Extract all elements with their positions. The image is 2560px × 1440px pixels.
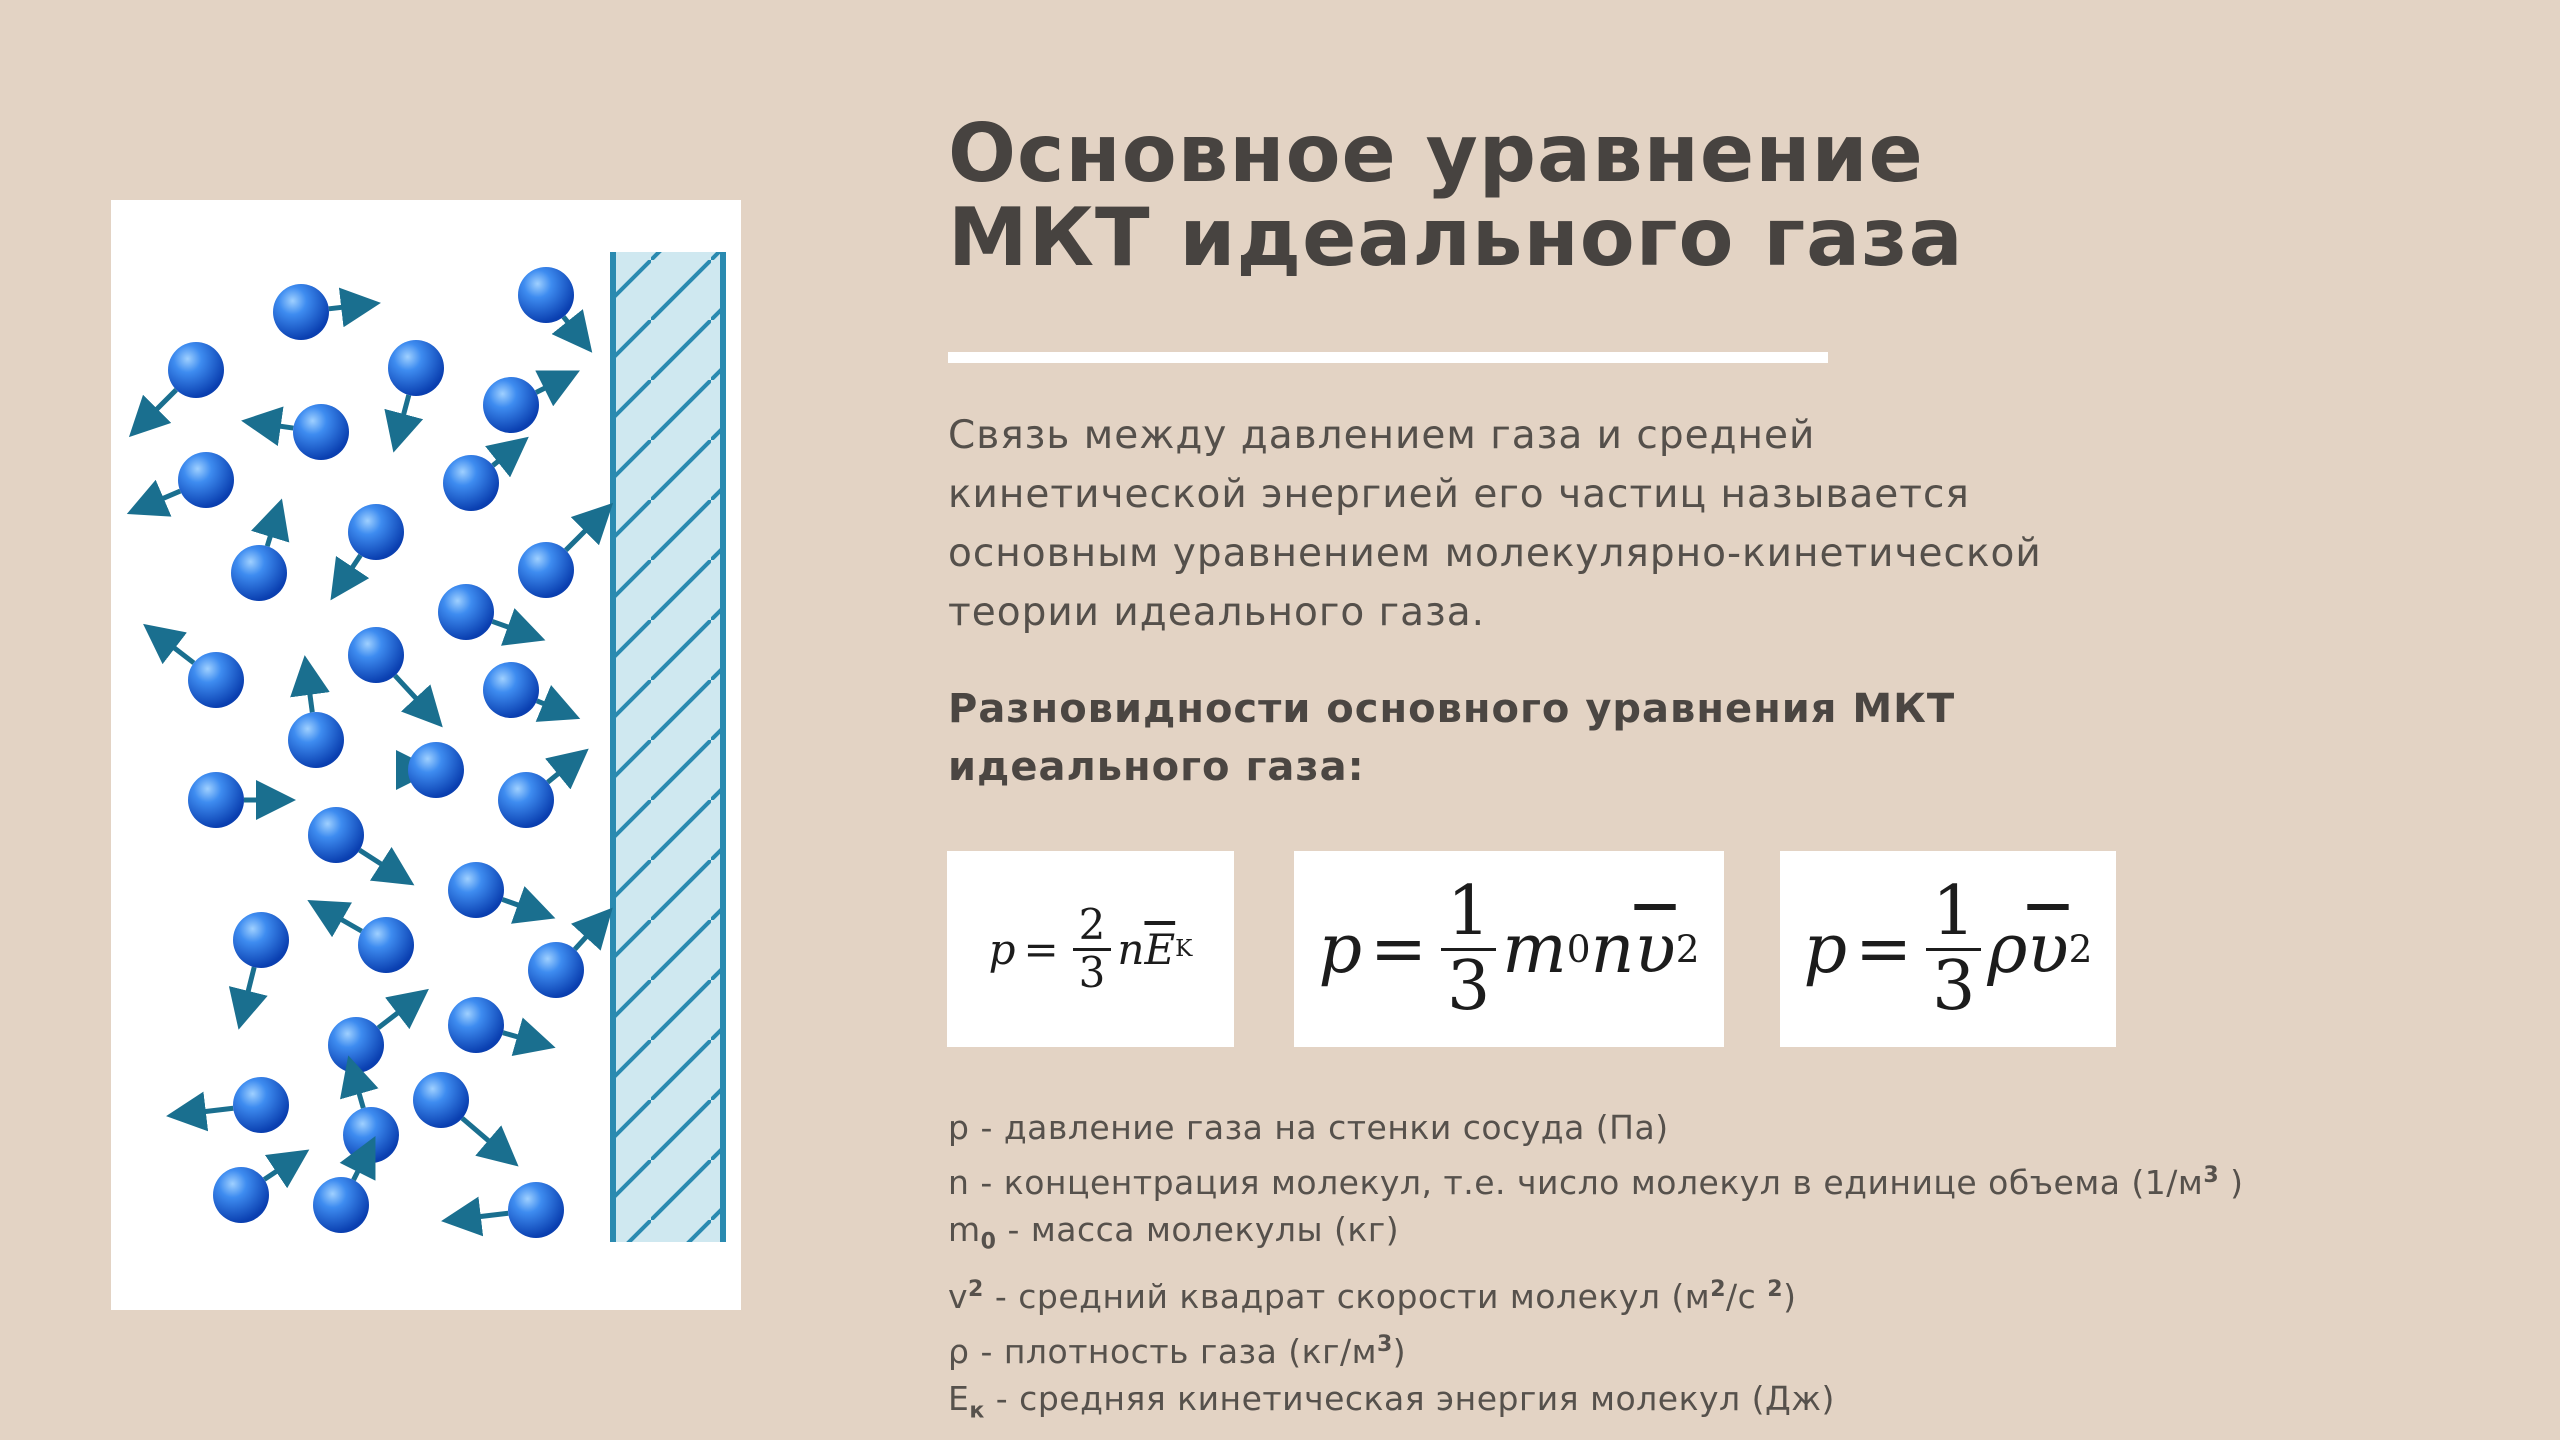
formula-3-fraction	[1926, 872, 1981, 1026]
legend-sub: 0	[980, 1229, 997, 1255]
legend-sup: 3	[2203, 1162, 2220, 1188]
legend-row-n	[948, 1152, 2508, 1207]
legend-symbol: m	[948, 1210, 981, 1249]
legend-mid: /с	[1726, 1277, 1768, 1317]
molecule	[438, 584, 494, 640]
velocity-arrow	[360, 850, 406, 880]
velocity-arrow	[462, 1118, 511, 1160]
molecule	[448, 862, 504, 918]
title-divider	[948, 352, 1828, 363]
formula-3-v-sup: 2	[2068, 927, 2093, 971]
molecule	[443, 455, 499, 511]
formula-3-p: p	[1803, 909, 1848, 989]
formula-1-E: $\overline{E}$	[1144, 924, 1176, 974]
formula-2-n: n	[1590, 909, 1635, 989]
legend-row-p	[948, 1104, 2508, 1152]
formula-3-num: 1	[1926, 876, 1981, 950]
formula-2-den: 3	[1447, 946, 1491, 1026]
legend-symbol: p	[948, 1108, 970, 1147]
legend-row-ek	[948, 1375, 2508, 1435]
formula-1-p: p	[988, 924, 1016, 974]
legend-symbol: v	[948, 1277, 969, 1317]
legend-symbol-sup: 2	[968, 1277, 984, 1303]
legend-row-rho	[948, 1321, 2508, 1376]
velocity-arrow	[264, 1155, 301, 1179]
velocity-arrow	[502, 899, 546, 915]
molecule	[343, 1107, 399, 1163]
velocity-arrow	[503, 1033, 546, 1045]
legend-text: - средний квадрат скорости молекул (м	[983, 1277, 1711, 1317]
formula-2-m: m	[1502, 909, 1567, 989]
formula-3-eq: =	[1855, 909, 1913, 989]
molecule	[233, 912, 289, 968]
velocity-arrow	[492, 621, 536, 637]
velocity-arrow	[251, 422, 293, 428]
legend-sub: к	[969, 1398, 985, 1424]
velocity-arrow	[493, 443, 521, 466]
velocity-arrow	[336, 555, 360, 592]
molecule	[348, 504, 404, 560]
formula-1-n: n	[1117, 924, 1145, 974]
molecule	[233, 1077, 289, 1133]
legend-sup: 3	[1376, 1331, 1393, 1357]
velocity-arrow	[396, 395, 409, 443]
vessel-wall	[613, 252, 723, 1242]
legend-text: - плотность газа (кг/м	[969, 1331, 1377, 1371]
molecule	[231, 545, 287, 601]
slide-title	[948, 107, 2448, 284]
molecule	[498, 772, 554, 828]
velocity-arrow	[536, 375, 571, 392]
formula-3-v: $\overline{\upsilon}$	[2027, 909, 2069, 989]
velocity-arrow	[267, 508, 279, 546]
velocity-arrow	[566, 510, 606, 550]
molecule	[348, 627, 404, 683]
molecule	[448, 997, 504, 1053]
formulas-subheading: Разновидности основного уравнения МКТ идеального газа:	[948, 686, 1956, 790]
molecules-diagram	[111, 200, 741, 1310]
formula-energy	[947, 851, 1234, 1047]
velocity-arrow	[241, 967, 254, 1020]
molecule	[483, 662, 539, 718]
formula-1-eq: =	[1023, 924, 1059, 974]
velocity-arrow	[548, 755, 581, 782]
legend-tail: )	[1392, 1331, 1407, 1371]
title-line-1: Основное уравнение	[948, 107, 1924, 200]
molecule	[528, 942, 584, 998]
molecule	[168, 342, 224, 398]
molecule	[508, 1182, 564, 1238]
symbols-legend	[948, 1104, 2508, 1435]
formula-2-m-sub: 0	[1566, 927, 1591, 971]
velocity-arrow	[451, 1213, 508, 1220]
gas-molecules-illustration	[111, 200, 741, 1310]
velocity-arrow	[316, 905, 362, 931]
legend-symbol: ρ	[948, 1331, 970, 1371]
velocity-arrow	[151, 630, 194, 663]
velocity-arrow	[575, 915, 606, 949]
molecule	[358, 917, 414, 973]
formula-2-eq: =	[1370, 909, 1428, 989]
formula-2-v-sup: 2	[1675, 927, 1700, 971]
title-line-2: МКТ идеального газа	[948, 191, 1964, 284]
formula-2-num: 1	[1441, 876, 1496, 950]
formula-3-rho: ρ	[1987, 909, 2028, 989]
molecule	[518, 542, 574, 598]
formula-1-fraction	[1073, 900, 1112, 997]
legend-tail: )	[1783, 1277, 1797, 1317]
molecule	[328, 1017, 384, 1073]
legend-row-v2	[948, 1266, 2508, 1321]
velocity-arrow	[378, 995, 421, 1028]
legend-symbol: E	[948, 1379, 970, 1419]
molecule	[408, 742, 464, 798]
legend-symbol: n	[948, 1162, 970, 1202]
velocity-arrow	[537, 701, 571, 715]
formula-1-den: 3	[1078, 947, 1106, 997]
velocity-arrow	[136, 491, 180, 510]
molecule	[188, 652, 244, 708]
formula-1-E-sub: K	[1175, 936, 1193, 962]
molecule	[313, 1177, 369, 1233]
molecule	[213, 1167, 269, 1223]
legend-text: - масса молекулы (кг)	[996, 1210, 1400, 1249]
intro-paragraph: Связь между давлением газа и средней кинетической энергией его частиц называется основным уравнением молекулярно-кинетической теории идеального газа.	[948, 413, 2042, 635]
velocity-arrow	[395, 676, 436, 720]
legend-sup: 2	[1710, 1277, 1727, 1303]
velocity-arrow	[329, 304, 371, 309]
legend-tail: )	[2219, 1162, 2244, 1202]
molecule	[308, 807, 364, 863]
molecule	[518, 267, 574, 323]
molecule	[388, 340, 444, 396]
formula-2-v: $\overline{\upsilon}$	[1634, 909, 1676, 989]
legend-text: - средняя кинетическая энергия молекул (Дж)	[984, 1379, 1835, 1419]
legend-text: - давление газа на стенки сосуда (Па)	[969, 1108, 1669, 1147]
formula-3-den: 3	[1932, 946, 1976, 1026]
molecule	[413, 1072, 469, 1128]
formula-1-num: 2	[1073, 903, 1112, 950]
velocity-arrow	[176, 1108, 233, 1115]
formula-2-p: p	[1318, 909, 1363, 989]
legend-text: - концентрация молекул, т.е. число молекул в единице объема (1/м	[969, 1162, 2204, 1202]
velocity-arrow	[136, 390, 176, 430]
molecule	[273, 284, 329, 340]
legend-row-m0	[948, 1206, 2508, 1266]
velocity-arrow	[306, 665, 312, 712]
formula-density	[1780, 851, 2116, 1047]
molecule	[188, 772, 244, 828]
formula-2-fraction	[1441, 872, 1496, 1026]
molecule	[288, 712, 344, 768]
legend-sup-2: 2	[1767, 1277, 1784, 1303]
molecule	[293, 404, 349, 460]
molecule	[178, 452, 234, 508]
velocity-arrow	[563, 317, 586, 345]
molecule	[483, 377, 539, 433]
formula-mass	[1294, 851, 1724, 1047]
molecules-group	[136, 267, 606, 1238]
